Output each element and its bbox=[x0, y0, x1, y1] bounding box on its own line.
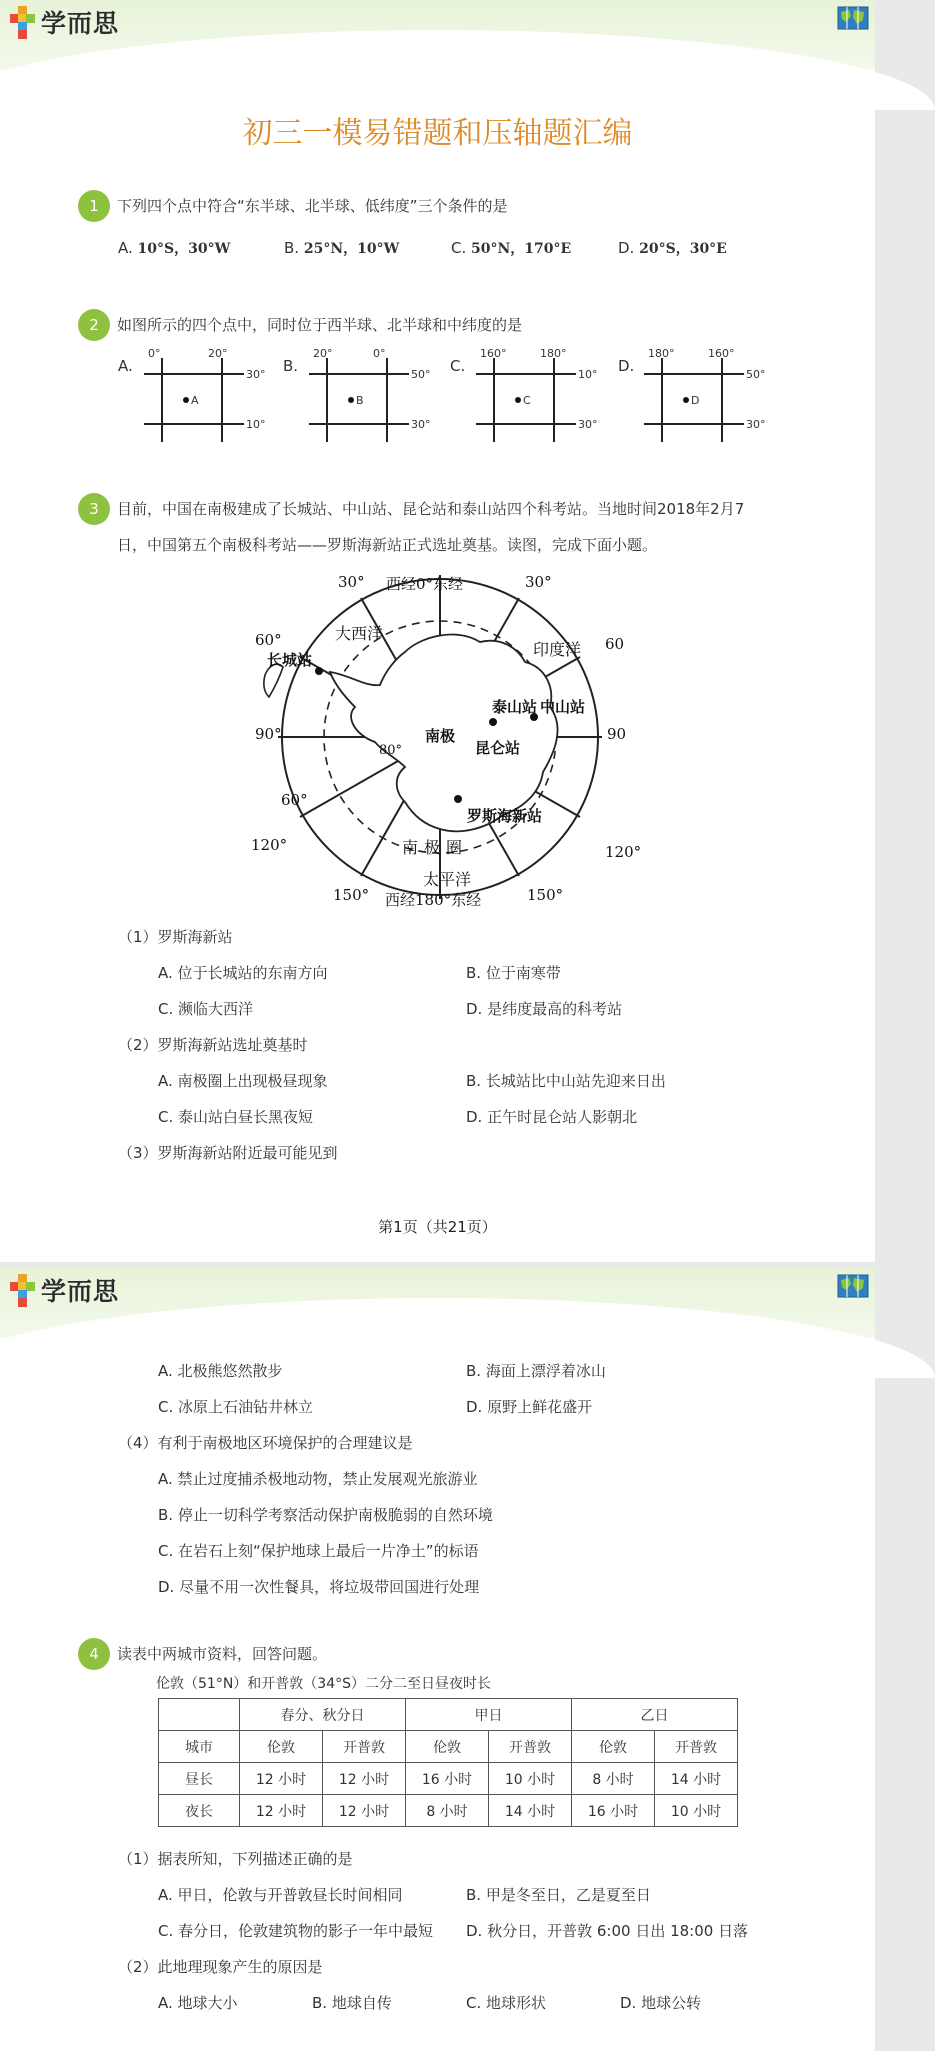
logo-text: 学而思 bbox=[41, 1277, 120, 1306]
svg-text:60°: 60° bbox=[255, 631, 282, 649]
grid-point bbox=[515, 397, 521, 403]
grid-top-left-label: 20° bbox=[313, 347, 333, 360]
grid-top-right-label: 20° bbox=[208, 347, 228, 360]
table-row-header: 昼长 bbox=[159, 1763, 240, 1795]
grid-top-right-label: 180° bbox=[540, 347, 567, 360]
question-number-badge: 1 bbox=[78, 190, 110, 222]
svg-text:60: 60 bbox=[605, 635, 625, 653]
map-label-rosssea: 罗斯海新站 bbox=[467, 807, 543, 825]
q4-sub1-option-b[interactable]: B. 甲是冬至日，乙是夏至日 bbox=[466, 1886, 651, 1904]
antarctica-map bbox=[251, 567, 642, 916]
q3-sub3-option-b[interactable]: B. 海面上漂浮着冰山 bbox=[466, 1362, 606, 1380]
q2-option-c[interactable]: C. bbox=[450, 357, 466, 375]
q3-sub4-option-b[interactable]: B. 停止一切科学考察活动保护南极脆弱的自然环境 bbox=[158, 1506, 493, 1524]
page-2 bbox=[0, 1268, 875, 2051]
q2-grid-figure bbox=[634, 346, 774, 450]
q2-grid-figure bbox=[299, 346, 439, 450]
q3-sub3-label: （3）罗斯海新站附近最可能见到 bbox=[118, 1144, 338, 1162]
table-cell: 16 小时 bbox=[406, 1763, 489, 1795]
map-label-indian: 印度洋 bbox=[533, 640, 582, 659]
q1-option-b[interactable]: B. 25°N，10°W bbox=[284, 239, 400, 257]
grid-right-top-label: 30° bbox=[246, 368, 266, 381]
q4-sub2-label: （2）此地理现象产生的原因是 bbox=[118, 1958, 323, 1976]
map-icon bbox=[837, 1272, 869, 1304]
q3-sub4-label: （4）有利于南极地区环境保护的合理建议是 bbox=[118, 1434, 413, 1452]
q4-sub1-option-a[interactable]: A. 甲日，伦敦与开普敦昼长时间相同 bbox=[158, 1886, 403, 1904]
question-number-badge: 4 bbox=[78, 1638, 110, 1670]
grid-right-bottom-label: 10° bbox=[246, 418, 266, 431]
table-group-header: 乙日 bbox=[572, 1699, 738, 1731]
q3-sub1-option-a[interactable]: A. 位于长城站的东南方向 bbox=[158, 964, 328, 982]
table-city-header: 伦敦 bbox=[572, 1731, 655, 1763]
q2-option-a[interactable]: A. bbox=[118, 357, 133, 375]
table-cell: 12 小时 bbox=[240, 1795, 323, 1827]
question-text: 下列四个点中符合“东半球、北半球、低纬度”三个条件的是 bbox=[117, 197, 508, 215]
svg-text:90°: 90° bbox=[255, 725, 282, 743]
svg-text:150°: 150° bbox=[527, 886, 564, 904]
q3-sub1-label: （1）罗斯海新站 bbox=[118, 928, 233, 946]
q2-option-d[interactable]: D. bbox=[618, 357, 635, 375]
q3-sub4-option-c[interactable]: C. 在岩石上刻“保护地球上最后一片净土”的标语 bbox=[158, 1542, 479, 1560]
grid-point bbox=[348, 397, 354, 403]
grid-right-top-label: 50° bbox=[746, 368, 766, 381]
map-label-atlantic: 大西洋 bbox=[335, 624, 384, 643]
svg-text:30°: 30° bbox=[525, 573, 552, 591]
grid-top-right-label: 160° bbox=[708, 347, 735, 360]
map-label-changcheng: 长城站 bbox=[267, 651, 313, 669]
q4-sub1-label: （1）据表所知，下列描述正确的是 bbox=[118, 1850, 353, 1868]
q3-sub1-option-b[interactable]: B. 位于南寒带 bbox=[466, 964, 561, 982]
table-cell: 10 小时 bbox=[489, 1763, 572, 1795]
q3-sub2-option-b[interactable]: B. 长城站比中山站先迎来日出 bbox=[466, 1072, 666, 1090]
q3-sub2-option-d[interactable]: D. 正午时昆仑站人影朝北 bbox=[466, 1108, 638, 1126]
question-text-line-1: 目前，中国在南极建成了长城站、中山站、昆仑站和泰山站四个科考站。当地时间2018年2月7 bbox=[117, 500, 745, 518]
table-city-header: 伦敦 bbox=[240, 1731, 323, 1763]
table-city-header: 开普敦 bbox=[323, 1731, 406, 1763]
table-row bbox=[159, 1763, 738, 1795]
logo-mark-icon bbox=[10, 6, 36, 38]
grid-point-label: D bbox=[691, 394, 700, 407]
question-text: 如图所示的四个点中，同时位于西半球、北半球和中纬度的是 bbox=[117, 316, 523, 334]
grid-right-top-label: 50° bbox=[411, 368, 431, 381]
logo-mark-icon bbox=[10, 1274, 36, 1306]
brand-logo bbox=[10, 1272, 119, 1308]
grid-point-label: B bbox=[356, 394, 364, 407]
q2-option-b[interactable]: B. bbox=[283, 357, 299, 375]
table-cell: 8 小时 bbox=[406, 1795, 489, 1827]
grid-right-bottom-label: 30° bbox=[746, 418, 766, 431]
city-daylight-table bbox=[158, 1698, 738, 1827]
grid-right-bottom-label: 30° bbox=[578, 418, 598, 431]
table-cell: 12 小时 bbox=[240, 1763, 323, 1795]
svg-text:120°: 120° bbox=[605, 843, 642, 861]
map-label-antarctic-circle: 南极圈 bbox=[402, 838, 469, 857]
table-cell: 14 小时 bbox=[489, 1795, 572, 1827]
map-icon bbox=[837, 4, 869, 36]
q3-sub2-option-a[interactable]: A. 南极圈上出现极昼现象 bbox=[158, 1072, 328, 1090]
table-row-header: 城市 bbox=[159, 1731, 240, 1763]
map-label-zhongshan: 中山站 bbox=[540, 698, 586, 716]
map-label-kunlun: 昆仑站 bbox=[475, 739, 521, 757]
table-city-header: 开普敦 bbox=[489, 1731, 572, 1763]
table-cell: 10 小时 bbox=[655, 1795, 738, 1827]
table-group-header: 春分、秋分日 bbox=[240, 1699, 406, 1731]
svg-text:80°: 80° bbox=[379, 743, 403, 758]
grid-top-right-label: 0° bbox=[373, 347, 386, 360]
grid-right-bottom-label: 30° bbox=[411, 418, 431, 431]
grid-top-left-label: 0° bbox=[148, 347, 161, 360]
svg-text:90: 90 bbox=[607, 725, 627, 743]
grid-top-left-label: 160° bbox=[480, 347, 507, 360]
question-number-badge: 2 bbox=[78, 309, 110, 341]
question-number-badge: 3 bbox=[78, 493, 110, 525]
map-label-pacific: 太平洋 bbox=[423, 870, 472, 889]
table-group-header: 甲日 bbox=[406, 1699, 572, 1731]
map-label-south-pole: 南极 bbox=[425, 727, 456, 745]
table-cell: 12 小时 bbox=[323, 1795, 406, 1827]
q2-grid-figure bbox=[466, 346, 606, 450]
q3-sub1-option-c[interactable]: C. 濒临大西洋 bbox=[158, 1000, 254, 1018]
svg-text:120°: 120° bbox=[251, 836, 288, 854]
map-label-bottom: 西经180°东经 bbox=[385, 891, 482, 909]
table-row-header: 夜长 bbox=[159, 1795, 240, 1827]
q2-grid-figure bbox=[134, 346, 274, 450]
q3-sub2-option-c[interactable]: C. 泰山站白昼长黑夜短 bbox=[158, 1108, 314, 1126]
table-city-header: 开普敦 bbox=[655, 1731, 738, 1763]
logo-text: 学而思 bbox=[41, 9, 120, 38]
q4-sub1-option-c[interactable]: C. 春分日，伦敦建筑物的影子一年中最短 bbox=[158, 1922, 434, 1940]
page-header bbox=[0, 1268, 875, 1338]
svg-text:150°: 150° bbox=[333, 886, 370, 904]
grid-point bbox=[683, 397, 689, 403]
q1-option-c[interactable]: C. 50°N，170°E bbox=[451, 239, 572, 257]
q3-sub1-option-d[interactable]: D. 是纬度最高的科考站 bbox=[466, 1000, 623, 1018]
question-text-line-2: 日，中国第五个南极科考站——罗斯海新站正式选址奠基。读图，完成下面小题。 bbox=[117, 536, 658, 554]
table-cell: 8 小时 bbox=[572, 1763, 655, 1795]
grid-top-left-label: 180° bbox=[648, 347, 675, 360]
map-label-top: 西经0°东经 bbox=[386, 575, 464, 593]
svg-text:60°: 60° bbox=[281, 791, 308, 809]
q4-sub2-option-a[interactable]: A. 地球大小 bbox=[158, 1994, 238, 2012]
table-cell: 12 小时 bbox=[323, 1763, 406, 1795]
document-title: 初三一模易错题和压轴题汇编 bbox=[242, 116, 633, 151]
q4-sub2-option-d[interactable]: D. 地球公转 bbox=[620, 1994, 702, 2012]
q3-sub3-option-d[interactable]: D. 原野上鲜花盛开 bbox=[466, 1398, 593, 1416]
q4-sub2-option-b[interactable]: B. 地球自传 bbox=[312, 1994, 392, 2012]
table-city-header: 伦敦 bbox=[406, 1731, 489, 1763]
map-label-taishan: 泰山站 bbox=[492, 698, 538, 716]
brand-logo bbox=[10, 4, 119, 40]
q3-sub3-option-a[interactable]: A. 北极熊悠然散步 bbox=[158, 1362, 283, 1380]
q4-sub1-option-d[interactable]: D. 秋分日，开普敦 6:00 日出 18:00 日落 bbox=[466, 1922, 749, 1940]
page-footer: 第1页（共21页） bbox=[378, 1218, 497, 1236]
q1-option-a[interactable]: A. 10°S，30°W bbox=[118, 239, 231, 257]
q3-sub4-option-d[interactable]: D. 尽量不用一次性餐具，将垃圾带回国进行处理 bbox=[158, 1578, 480, 1596]
q4-sub2-option-c[interactable]: C. 地球形状 bbox=[466, 1994, 547, 2012]
table-row bbox=[159, 1795, 738, 1827]
table-caption: 伦敦（51°N）和开普敦（34°S）二分二至日昼夜时长 bbox=[156, 1676, 491, 1692]
svg-text:30°: 30° bbox=[338, 573, 365, 591]
grid-point-label: C bbox=[523, 394, 531, 407]
q3-sub4-option-a[interactable]: A. 禁止过度捕杀极地动物，禁止发展观光旅游业 bbox=[158, 1470, 478, 1488]
question-text: 读表中两城市资料，回答问题。 bbox=[117, 1645, 328, 1663]
q1-option-d[interactable]: D. 20°S，30°E bbox=[618, 239, 727, 257]
grid-right-top-label: 10° bbox=[578, 368, 598, 381]
table-cell: 14 小时 bbox=[655, 1763, 738, 1795]
q3-sub3-option-c[interactable]: C. 冰原上石油钻井林立 bbox=[158, 1398, 314, 1416]
grid-point-label: A bbox=[191, 394, 199, 407]
table-cell: 16 小时 bbox=[572, 1795, 655, 1827]
q3-sub2-label: （2）罗斯海新站选址奠基时 bbox=[118, 1036, 308, 1054]
grid-point bbox=[183, 397, 189, 403]
page-header bbox=[0, 0, 875, 70]
